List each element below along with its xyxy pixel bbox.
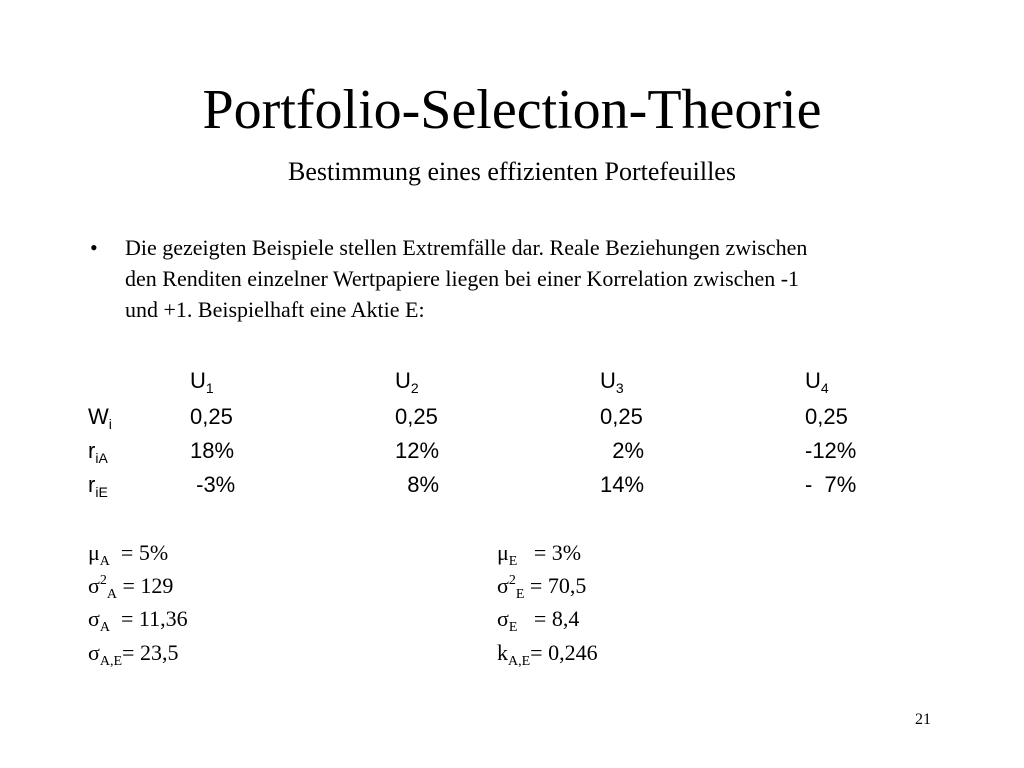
table-cell: 0,25	[395, 404, 438, 429]
slide-subtitle: Bestimmung eines effizienten Portefeuilles	[288, 157, 736, 186]
table-cell: 8%	[395, 472, 440, 497]
table-cell: 0,25	[805, 404, 848, 429]
bullet-text	[125, 232, 925, 325]
table-row-label: $W_i$	[88, 404, 112, 432]
stat-sigma-a: $\sigma_A = 11,36$	[88, 606, 188, 635]
table-cell: -12%	[805, 438, 857, 463]
table-cell: 14%	[600, 472, 645, 497]
table-cell: 2%	[600, 438, 645, 463]
stat-var-e: $\sigma^2_E = 70,5$	[497, 573, 587, 602]
table-cell: 12%	[395, 438, 440, 463]
table-cell: -3%	[190, 472, 236, 497]
table-cell: - 7%	[805, 472, 857, 497]
table-cell: 18%	[190, 438, 235, 463]
table-header-u4: $U_4$	[805, 368, 829, 396]
table-header-u3: $U_3$	[600, 368, 624, 396]
slide-title: Portfolio-Selection-Theorie	[202, 79, 822, 141]
table-header-u2: $U_2$	[395, 368, 419, 396]
stat-var-a: $\sigma^2_A = 129$	[88, 573, 174, 602]
table-row-label: $r_{iE}$	[88, 472, 108, 500]
stat-corr-ae: $k_{A,E}= 0,246$	[497, 640, 598, 669]
table-header-u1: $U_1$	[190, 368, 214, 396]
stat-mu-a: $\mu_A = 5\%$	[88, 540, 169, 569]
bullet-icon: •	[90, 235, 98, 260]
stat-cov-ae: $\sigma_{A,E}= 23,5$	[88, 640, 179, 669]
table-cell: 0,25	[600, 404, 643, 429]
stat-sigma-e: $\sigma_E = 8,4$	[497, 606, 580, 635]
table-cell: 0,25	[190, 404, 233, 429]
page-number: 21	[915, 711, 931, 728]
stat-mu-e: $\mu_E = 3\%$	[497, 540, 582, 569]
bullet-line: den Renditen einzelner Wertpapiere liegen bei einer Korrelation zwischen -1	[125, 266, 800, 291]
table-row-label: $r_{iA}$	[88, 438, 108, 466]
bullet-line: Die gezeigten Beispiele stellen Extremfälle dar. Reale Beziehungen zwischen	[125, 235, 808, 260]
bullet-line: und +1. Beispielhaft eine Aktie E:	[125, 297, 425, 322]
